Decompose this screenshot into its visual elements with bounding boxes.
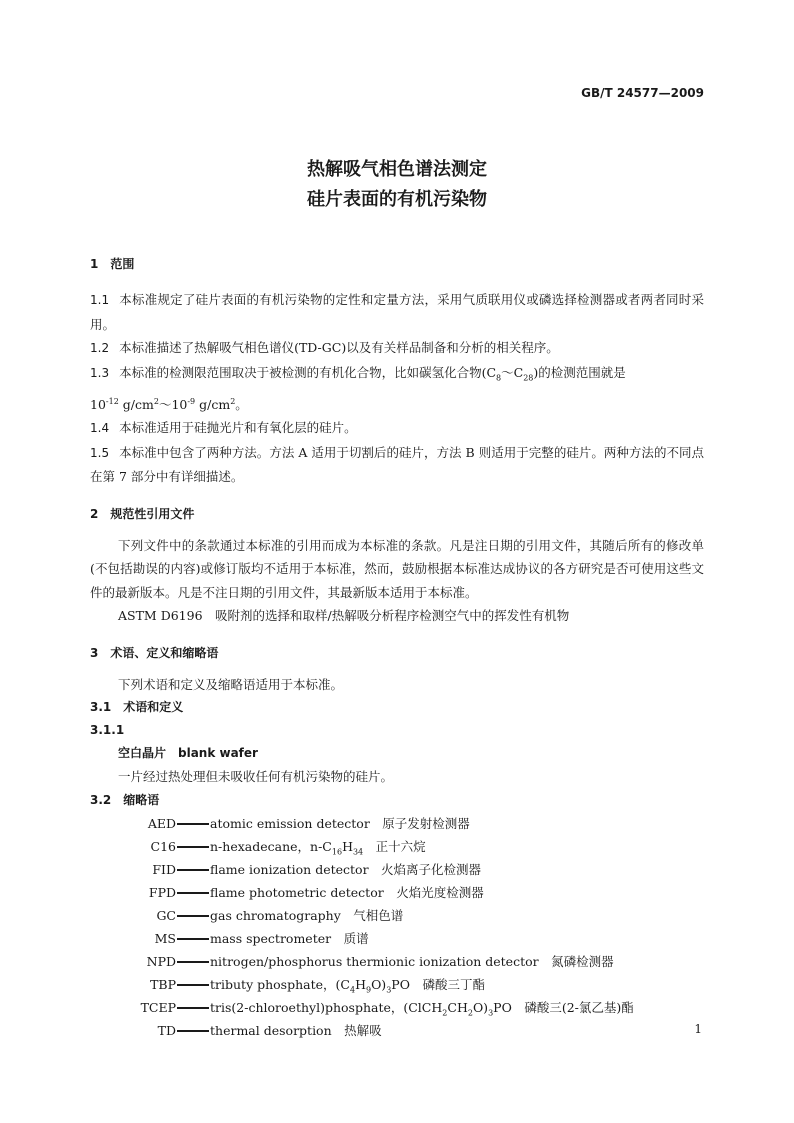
abbreviation-key: FPD	[148, 884, 176, 900]
abbreviation-item	[90, 1019, 704, 1042]
em-dash	[177, 938, 209, 940]
clause-3-1-1: 3.1.1	[90, 723, 125, 738]
abbreviation-item	[90, 812, 704, 835]
em-dash	[177, 846, 209, 848]
em-dash	[177, 823, 209, 825]
abbreviation-definition: tris(2-chloroethyl)phosphate，$(ClCH_2CH_2O)_3PO$ 磷酸三(2-氯乙基)酯	[210, 999, 634, 1018]
abbreviation-definition: flame ionization detector 火焰离子化检测器	[210, 861, 482, 877]
em-dash	[177, 869, 209, 871]
abbreviation-key: TCEP	[140, 999, 176, 1015]
abbreviation-item	[90, 858, 704, 881]
abbreviation-definition: thermal desorption 热解吸	[210, 1022, 382, 1038]
term-definition: 一片经过热处理但未吸收任何有机污染物的硅片。	[118, 769, 394, 785]
em-dash	[177, 961, 209, 963]
subsection-heading-terms-definitions: 3.1 术语和定义	[90, 700, 184, 715]
abbreviation-key: FID	[152, 861, 176, 877]
abbreviation-key: C16	[150, 838, 176, 854]
clause-1-5: 1.5 本标准中包含了两种方法。方法 A 适用于切割后的硅片，方法 B 则适用于完整的硅片。两种方法的不同点在第 7 部分中有详细描述。	[90, 444, 704, 485]
terms-intro: 下列术语和定义及缩略语适用于本标准。	[118, 676, 344, 692]
em-dash	[177, 1030, 209, 1032]
document-title-line1: 热解吸气相色谱法测定	[307, 159, 487, 180]
abbreviation-key: MS	[154, 930, 176, 946]
em-dash	[177, 915, 209, 917]
abbreviation-key: AED	[147, 815, 176, 831]
em-dash	[177, 1007, 209, 1009]
abbreviation-definition: tributy phosphate，$(C_4H_9O)_3PO$ 磷酸三丁酯	[210, 976, 485, 995]
document-title-line2: 硅片表面的有机污染物	[307, 189, 487, 210]
standard-number: GB/T 24577—2009	[581, 86, 704, 100]
abbreviation-list	[90, 812, 704, 1042]
abbreviation-definition: nitrogen/phosphorus thermionic ionization detector 氮磷检测器	[210, 953, 614, 969]
section-heading-scope: 1 范围	[90, 257, 135, 271]
em-dash	[177, 984, 209, 986]
clause-1-4: 1.4 本标准适用于硅抛光片和有氧化层的硅片。	[90, 420, 357, 436]
clause-1-3: 1.3 本标准的检测限范围取决于被检测的有机化合物，比如碳氢化合物$(C_8\sim C_{28})$的检测范围就是 $10^{-12}$ $g/cm^2\sim 10^{-9}$ $g/cm^2$。	[90, 364, 626, 412]
abbreviation-key: TBP	[150, 976, 176, 992]
abbreviation-definition: atomic emission detector 原子发射检测器	[210, 815, 470, 831]
normative-references-paragraph: 下列文件中的条款通过本标准的引用而成为本标准的条款。凡是注日期的引用文件，其随后所有的修改单(不包括勘误的内容)或修订版均不适用于本标准，然而，鼓励根据本标准达成协议的各方研究是否可使用这些文件的最新版本。凡是不注日期的引用文件，其最新版本适用于本标准。	[90, 537, 704, 600]
abbreviation-item	[90, 904, 704, 927]
abbreviation-definition: mass spectrometer 质谱	[210, 930, 369, 946]
clause-1-1: 1.1 本标准规定了硅片表面的有机污染物的定性和定量方法，采用气质联用仪或磷选择检测器或者两者同时采用。	[90, 292, 704, 332]
abbreviation-item	[90, 973, 704, 996]
em-dash	[177, 892, 209, 894]
abbreviation-definition: gas chromatography 气相色谱	[210, 907, 404, 923]
abbreviation-item	[90, 950, 704, 973]
abbreviation-definition: n-hexadecane，$n-C_{16}H_{34}$ 正十六烷	[210, 838, 426, 857]
page-number: 1	[694, 1022, 702, 1036]
abbreviation-definition: flame photometric detector 火焰光度检测器	[210, 884, 484, 900]
abbreviation-item	[90, 881, 704, 904]
abbreviation-key: TD	[157, 1022, 176, 1038]
abbreviation-item	[90, 835, 704, 858]
abbreviation-item	[90, 996, 704, 1019]
clause-1-2: 1.2 本标准描述了热解吸气相色谱仪(TD-GC)以及有关样品制备和分析的相关程序。	[90, 340, 559, 355]
subsection-heading-abbreviations: 3.2 缩略语	[90, 792, 160, 807]
term-blank-wafer: 空白晶片 blank wafer	[118, 746, 258, 761]
document-body	[90, 253, 704, 1042]
abbreviation-key: NPD	[146, 953, 176, 969]
section-heading-terms: 3 术语、定义和缩略语	[90, 645, 219, 660]
normative-reference-astm: ASTM D6196 吸附剂的选择和取样/热解吸分析程序检测空气中的挥发性有机物	[118, 608, 570, 624]
section-heading-normative-references: 2 规范性引用文件	[90, 506, 195, 521]
abbreviation-key: GC	[156, 907, 176, 923]
abbreviation-item	[90, 927, 704, 950]
